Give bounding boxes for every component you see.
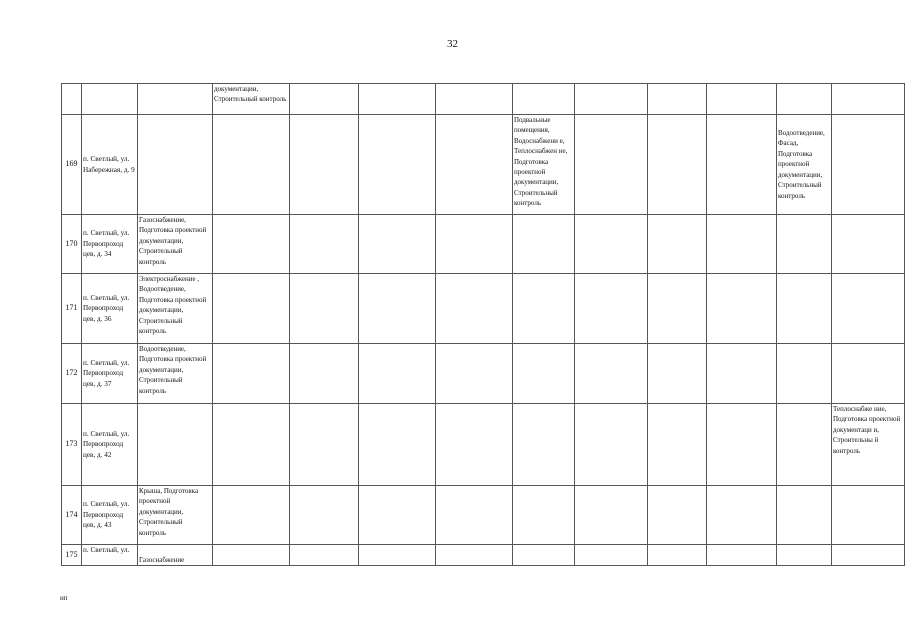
table-cell xyxy=(707,545,777,566)
table-cell xyxy=(575,84,648,115)
table-cell xyxy=(648,115,707,215)
table-cell xyxy=(213,274,290,344)
table-cell: Газоснабжение, Подготовка проектной документации, Строительный контроль xyxy=(138,215,213,274)
table-cell xyxy=(832,344,905,404)
table-cell xyxy=(513,215,575,274)
address-cell: п. Светлый, ул. Набережная, д. 9 xyxy=(82,115,138,215)
table-cell xyxy=(832,84,905,115)
table-cell xyxy=(213,486,290,545)
table-cell xyxy=(777,545,832,566)
row-number: 170 xyxy=(62,215,82,274)
table-cell xyxy=(359,215,436,274)
table-cell xyxy=(213,344,290,404)
table-cell xyxy=(707,404,777,486)
table-row xyxy=(62,115,905,215)
table-cell xyxy=(359,115,436,215)
table-cell xyxy=(707,344,777,404)
table-cell xyxy=(436,115,513,215)
table-cell xyxy=(777,404,832,486)
table-cell xyxy=(436,84,513,115)
address-cell xyxy=(82,84,138,115)
page-number: 32 xyxy=(447,38,458,50)
row-number: 172 xyxy=(62,344,82,404)
table-cell xyxy=(290,215,359,274)
table-cell xyxy=(575,486,648,545)
table-cell xyxy=(575,215,648,274)
address-cell: п. Светлый, ул. Первопроход цев, д. 42 xyxy=(82,404,138,486)
table-cell xyxy=(575,274,648,344)
address-cell: п. Светлый, ул. Первопроход цев, д. 34 xyxy=(82,215,138,274)
table-cell xyxy=(513,84,575,115)
table-cell xyxy=(707,274,777,344)
table-cell: Газоснабжение xyxy=(138,545,213,566)
table-cell: Теплоснабже ние, Подготовка проектной документаци и, Строительны й контроль xyxy=(832,404,905,486)
table-cell xyxy=(513,545,575,566)
table-cell: Электроснабжение , Водоотведение, Подготовка проектной документации, Строительный контроль xyxy=(138,274,213,344)
table-cell xyxy=(707,215,777,274)
table-cell xyxy=(290,486,359,545)
table-cell xyxy=(648,274,707,344)
row-number: 171 xyxy=(62,274,82,344)
table-cell xyxy=(436,274,513,344)
table-cell: Крыша, Подготовка проектной документации, Строительный контроль xyxy=(138,486,213,545)
address-cell: п. Светлый, ул. Первопроход цев, д. 43 xyxy=(82,486,138,545)
address-cell: п. Светлый, ул. Первопроход цев, д. 37 xyxy=(82,344,138,404)
table-cell xyxy=(290,274,359,344)
row-number: 169 xyxy=(62,115,82,215)
works-table xyxy=(61,83,905,566)
table-cell xyxy=(832,274,905,344)
table-cell xyxy=(290,115,359,215)
table-row xyxy=(62,215,905,274)
table-cell: Подвальные помещения, Водоснабжени е, Теплоснабжен ие, Подготовка проектной документации, Строительный контроль xyxy=(513,115,575,215)
table-cell: документации, Строительный контроль xyxy=(213,84,290,115)
table-cell xyxy=(436,404,513,486)
table-cell xyxy=(777,486,832,545)
table-cell xyxy=(138,115,213,215)
table-cell xyxy=(138,84,213,115)
row-number: 173 xyxy=(62,404,82,486)
table-cell xyxy=(575,344,648,404)
table-cell xyxy=(513,404,575,486)
table-row xyxy=(62,545,905,566)
table-cell xyxy=(648,486,707,545)
table-cell xyxy=(359,404,436,486)
table-cell xyxy=(436,215,513,274)
table-cell xyxy=(707,84,777,115)
table-cell xyxy=(648,344,707,404)
table-row xyxy=(62,274,905,344)
footer-mark: нп xyxy=(60,594,68,602)
address-cell: п. Светлый, ул. xyxy=(82,545,138,566)
table-cell xyxy=(648,404,707,486)
table-cell xyxy=(832,215,905,274)
table-cell xyxy=(832,486,905,545)
table-cell xyxy=(290,84,359,115)
table-cell xyxy=(575,404,648,486)
row-number xyxy=(62,84,82,115)
table-cell xyxy=(777,84,832,115)
table-cell xyxy=(513,274,575,344)
table-row xyxy=(62,486,905,545)
table-cell xyxy=(648,545,707,566)
table-cell xyxy=(575,545,648,566)
row-number: 174 xyxy=(62,486,82,545)
table-cell xyxy=(359,84,436,115)
address-cell: п. Светлый, ул. Первопроход цев, д. 36 xyxy=(82,274,138,344)
table-row xyxy=(62,84,905,115)
row-number: 175 xyxy=(62,545,82,566)
table-cell xyxy=(777,215,832,274)
table-cell xyxy=(359,344,436,404)
table-cell xyxy=(359,486,436,545)
table-cell: Водоотведение, Подготовка проектной документации, Строительный контроль xyxy=(138,344,213,404)
table-cell xyxy=(436,486,513,545)
table-cell xyxy=(359,274,436,344)
table-cell xyxy=(436,545,513,566)
table-cell xyxy=(213,115,290,215)
table-cell xyxy=(777,344,832,404)
table-cell xyxy=(777,274,832,344)
table-cell xyxy=(513,344,575,404)
table-cell xyxy=(832,545,905,566)
table-cell xyxy=(648,84,707,115)
table-cell xyxy=(290,404,359,486)
table-cell xyxy=(575,115,648,215)
table-cell xyxy=(213,545,290,566)
table-cell xyxy=(707,115,777,215)
table-cell xyxy=(436,344,513,404)
table-cell xyxy=(213,215,290,274)
table-cell xyxy=(832,115,905,215)
table-cell xyxy=(513,486,575,545)
table-cell xyxy=(707,486,777,545)
table-cell xyxy=(138,404,213,486)
table-cell: Водоотведение, Фасад, Подготовка проектной документации, Строительный контроль xyxy=(777,115,832,215)
table-row xyxy=(62,404,905,486)
table-cell xyxy=(290,545,359,566)
table-cell xyxy=(359,545,436,566)
table-cell xyxy=(290,344,359,404)
table-cell xyxy=(213,404,290,486)
table-cell xyxy=(648,215,707,274)
table-row xyxy=(62,344,905,404)
